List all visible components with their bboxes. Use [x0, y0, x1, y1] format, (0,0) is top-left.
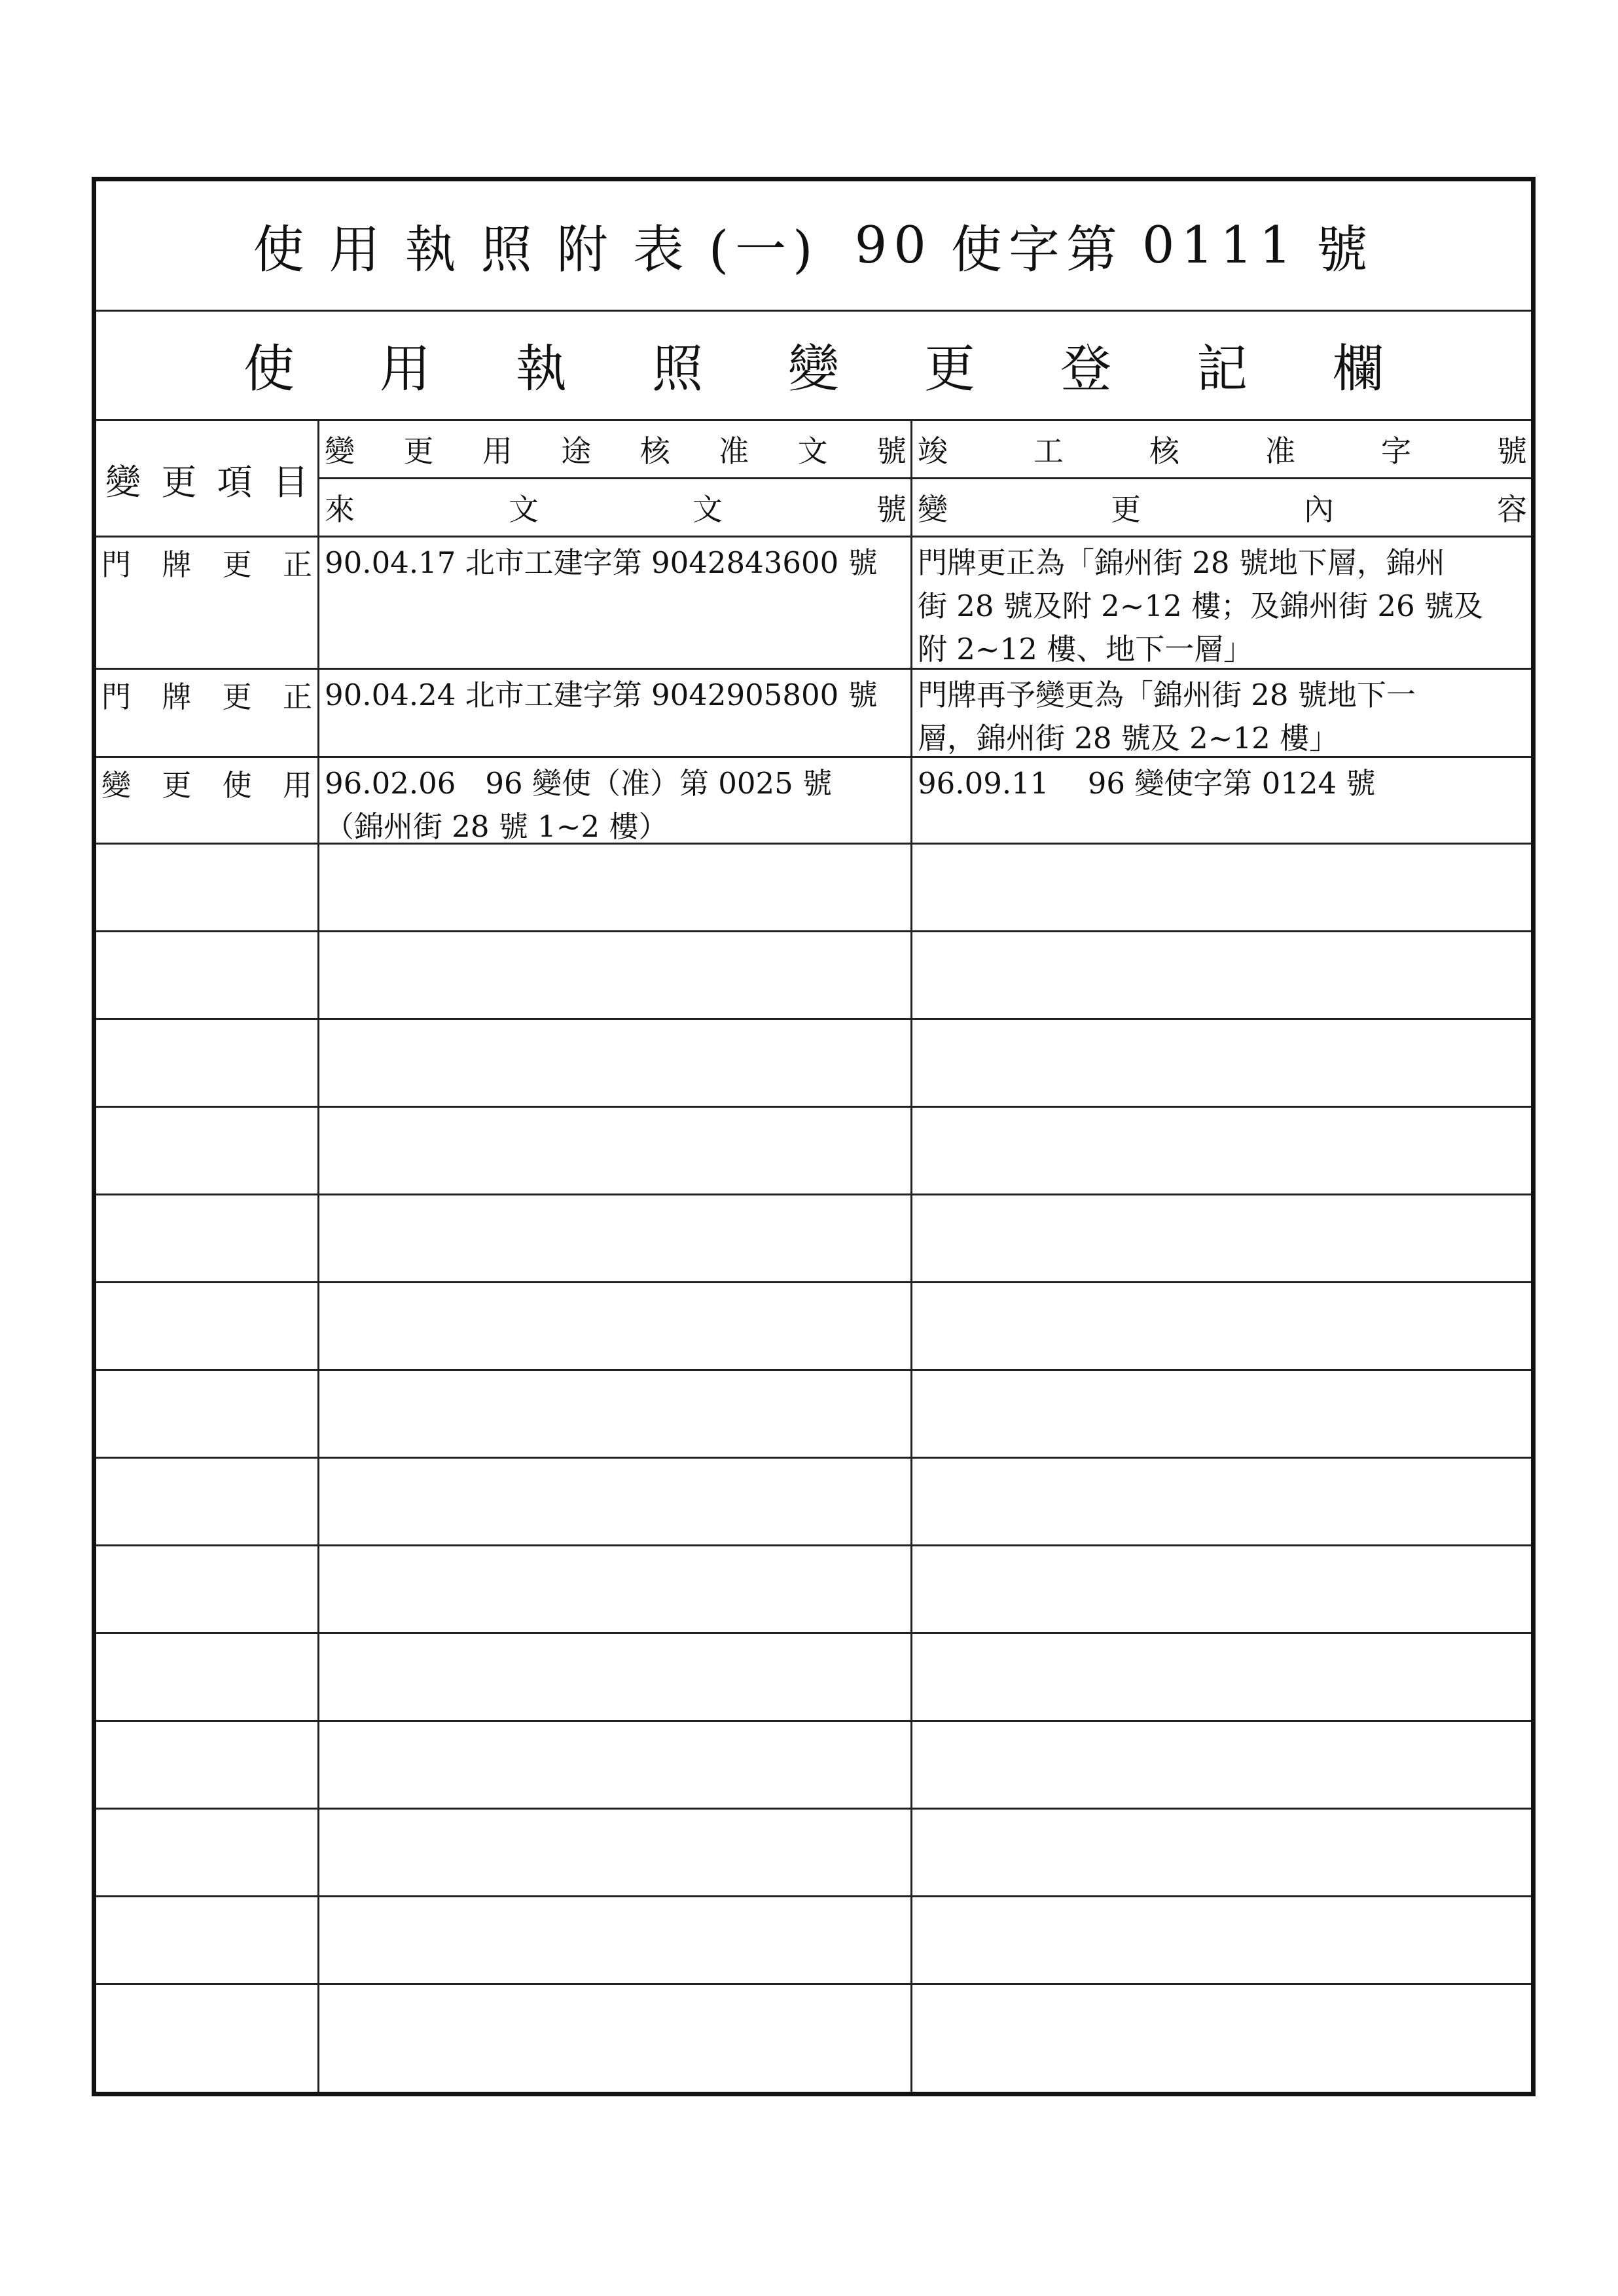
- header-char: 核: [1149, 433, 1179, 469]
- row-approval-cell: [319, 758, 910, 843]
- item-char: 變: [101, 767, 132, 803]
- header-char: 用: [482, 433, 512, 469]
- row-approval-cell: [319, 670, 910, 756]
- section-title-char: 使: [243, 339, 295, 399]
- row-divider: [96, 1369, 1531, 1371]
- row-divider: [96, 1808, 1531, 1810]
- row-content-cell: [912, 670, 1531, 756]
- text-line: 附 2~12 樓、地下一層」: [918, 632, 1253, 666]
- section-title-char: 更: [924, 339, 975, 399]
- header-char: 容: [1497, 492, 1527, 527]
- title-char: 表: [632, 221, 691, 280]
- row-item-cell: [96, 758, 317, 843]
- text-line: 96.02.06 96 變使（准）第 0025 號: [325, 766, 833, 801]
- section-title-char: 欄: [1332, 339, 1384, 399]
- title-char: 照: [480, 221, 539, 280]
- row-item-cell: [96, 670, 317, 756]
- item-char: 更: [162, 767, 192, 803]
- title-char: 90: [854, 216, 933, 275]
- item-char: 門: [101, 679, 132, 714]
- form-title: [96, 181, 1531, 312]
- header-char: 變: [918, 492, 948, 527]
- section-title-char: 執: [515, 339, 567, 399]
- section-title-char: 變: [787, 339, 839, 399]
- header-char: 號: [876, 492, 907, 527]
- header-char: 核: [639, 433, 670, 469]
- row-content-cell: [912, 758, 1531, 843]
- header-char: 來: [325, 492, 355, 527]
- header-char: 變: [325, 433, 355, 469]
- header-char: 變: [105, 461, 141, 503]
- row-divider: [96, 1895, 1531, 1897]
- row-divider: [96, 1632, 1531, 1634]
- header-char: 途: [561, 433, 592, 469]
- header-char: 號: [876, 433, 907, 469]
- row-divider: [96, 1018, 1531, 1020]
- section-title-char: 照: [651, 339, 703, 399]
- header-item-column: [96, 421, 317, 538]
- row-divider: [96, 1281, 1531, 1283]
- row-divider: [96, 1194, 1531, 1195]
- row-divider: [96, 1106, 1531, 1108]
- section-title-char: 登: [1060, 339, 1111, 399]
- item-char: 正: [282, 679, 312, 714]
- item-char: 用: [282, 767, 312, 803]
- item-char: 更: [222, 547, 252, 582]
- text-line: 96.09.11 96 變使字第 0124 號: [918, 766, 1376, 801]
- license-form-table: [92, 177, 1536, 2096]
- row-approval-cell: [319, 538, 910, 668]
- title-char: 用: [329, 221, 387, 280]
- text-line: 90.04.24 北市工建字第 9042905800 號: [325, 678, 878, 712]
- item-char: 更: [222, 679, 252, 714]
- header-char: 更: [161, 461, 197, 503]
- header-char: 號: [1497, 433, 1527, 469]
- header-char: 文: [797, 433, 828, 469]
- row-divider: [96, 1457, 1531, 1459]
- title-char: 號: [1316, 221, 1375, 280]
- header-char: 更: [403, 433, 434, 469]
- header-incoming-number: [319, 479, 910, 536]
- item-char: 牌: [162, 679, 192, 714]
- text-line: 門牌再予變更為「錦州街 28 號地下一: [918, 678, 1416, 712]
- header-char: 竣: [918, 433, 948, 469]
- row-divider: [96, 1983, 1531, 1985]
- text-line: 層，錦州街 28 號及 2~12 樓」: [918, 721, 1339, 756]
- text-line: 門牌更正為「錦州街 28 號地下層，錦州: [918, 545, 1445, 580]
- header-approval-number: [319, 421, 910, 477]
- title-char: 執: [404, 221, 463, 280]
- title-char: 使字第: [950, 221, 1124, 280]
- row-content-cell: [912, 538, 1531, 668]
- header-char: 項: [217, 461, 253, 503]
- header-change-content: [912, 479, 1531, 536]
- title-char: 使: [253, 221, 311, 280]
- row-divider: [96, 1544, 1531, 1546]
- header-char: 准: [719, 433, 749, 469]
- header-char: 更: [1111, 492, 1141, 527]
- section-title: [96, 310, 1531, 421]
- header-char: 內: [1304, 492, 1334, 527]
- header-char: 工: [1034, 433, 1064, 469]
- text-line: 街 28 號及附 2~12 樓；及錦州街 26 號及: [918, 589, 1483, 623]
- header-completion-number: [912, 421, 1531, 477]
- text-line: （錦州街 28 號 1~2 樓）: [325, 809, 668, 844]
- section-title-char: 記: [1196, 339, 1248, 399]
- header-char: 准: [1265, 433, 1295, 469]
- title-char: 0111: [1142, 216, 1299, 275]
- item-char: 使: [222, 767, 252, 803]
- header-char: 文: [692, 492, 723, 527]
- section-title-char: 用: [379, 339, 431, 399]
- title-char: (一): [708, 221, 819, 280]
- title-char: 附: [556, 221, 615, 280]
- row-divider: [96, 930, 1531, 932]
- header-char: 字: [1381, 433, 1411, 469]
- item-char: 牌: [162, 547, 192, 582]
- header-char: 文: [509, 492, 539, 527]
- text-line: 90.04.17 北市工建字第 9042843600 號: [325, 545, 878, 580]
- row-divider: [96, 1720, 1531, 1722]
- row-item-cell: [96, 538, 317, 668]
- item-char: 正: [282, 547, 312, 582]
- header-char: 目: [272, 461, 308, 503]
- item-char: 門: [101, 547, 132, 582]
